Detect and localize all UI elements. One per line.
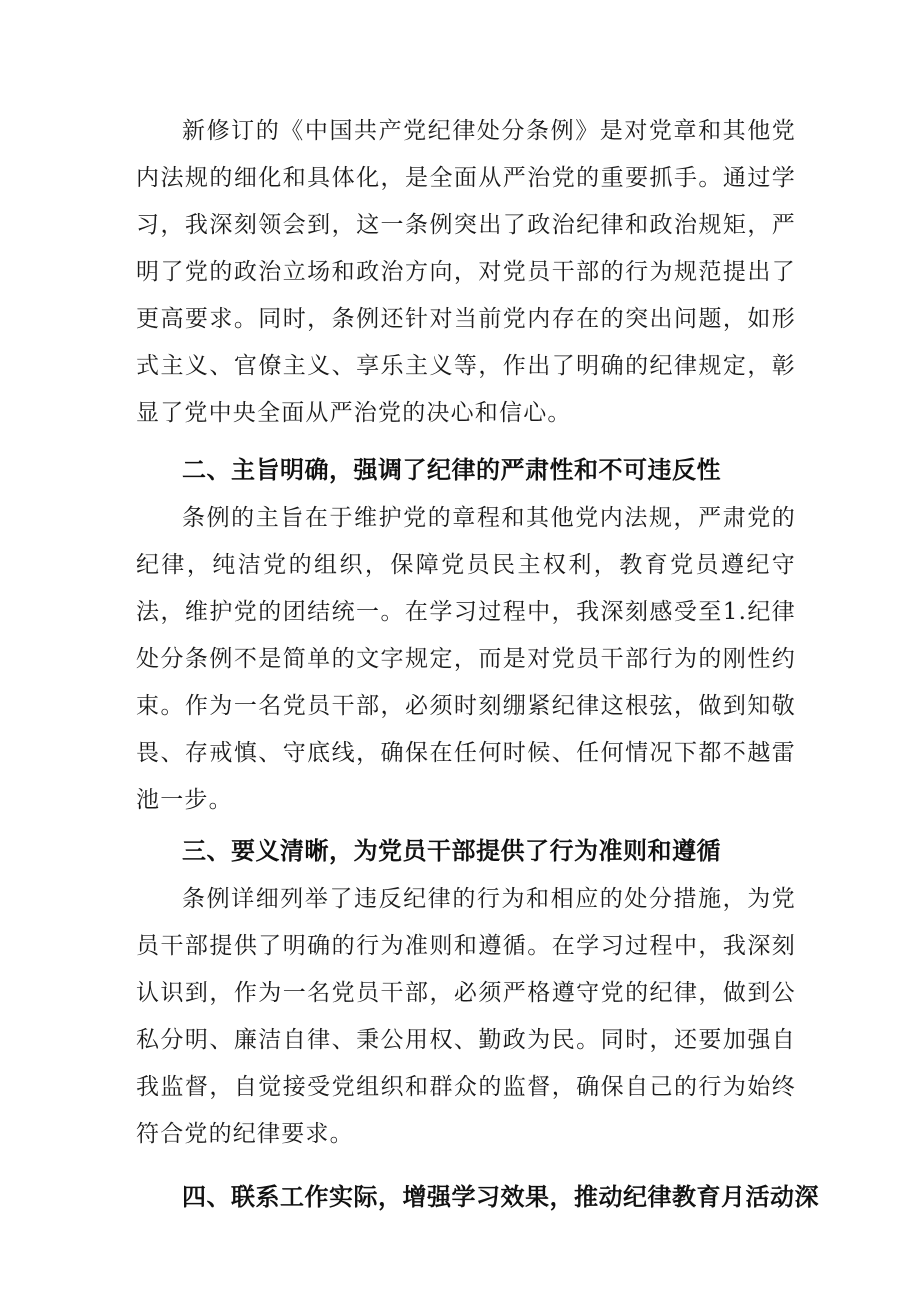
section-heading-two: 二、主旨明确，强调了纪律的严肃性和不可违反性 xyxy=(182,456,721,484)
paragraph-code-of-conduct: 条例详细列举了违反纪律的行为和相应的处分措施，为党员干部提供了明确的行为准则和遵循。在学习过程中，我深刻认识到，作为一名党员干部，必须严格遵守党的纪律，做到公私分明、廉洁自律、秉公用权、勤政为民。同时，还要加强自我监督，自觉接受党组织和群众的监督，确保自己的行为始终符合党的纪律要求。 xyxy=(136,886,796,1147)
document-body xyxy=(136,108,819,1222)
paragraph-purpose: 条例的主旨在于维护党的章程和其他党内法规，严肃党的纪律，纯洁党的组织，保障党员民主权利，教育党员遵纪守法，维护党的团结统一。在学习过程中，我深刻感受至1.纪律处分条例不是简单的文字规定，而是对党员干部行为的刚性约束。作为一名党员干部，必须时刻绷紧纪律这根弦，做到知敬畏、存戒慎、守底线，确保在任何时候、任何情况下都不越雷池一步。 xyxy=(136,505,796,813)
section-heading-three: 三、要义清晰，为党员干部提供了行为准则和遵循 xyxy=(182,837,721,865)
paragraph-regulation-overview: 新修订的《中国共产党纪律处分条例》是对党章和其他党内法规的细化和具体化，是全面从严治党的重要抓手。通过学习，我深刻领会到，这一条例突出了政治纪律和政治规矩，严明了党的政治立场和政治方向，对党员干部的行为规范提出了更高要求。同时，条例还针对当前党内存在的突出问题，如形式主义、官僚主义、享乐主义等，作出了明确的纪律规定，彰显了党中央全面从严治党的决心和信心。 xyxy=(136,118,796,426)
section-heading-four: 四、联系工作实际，增强学习效果，推动纪律教育月活动深 xyxy=(182,1183,819,1211)
